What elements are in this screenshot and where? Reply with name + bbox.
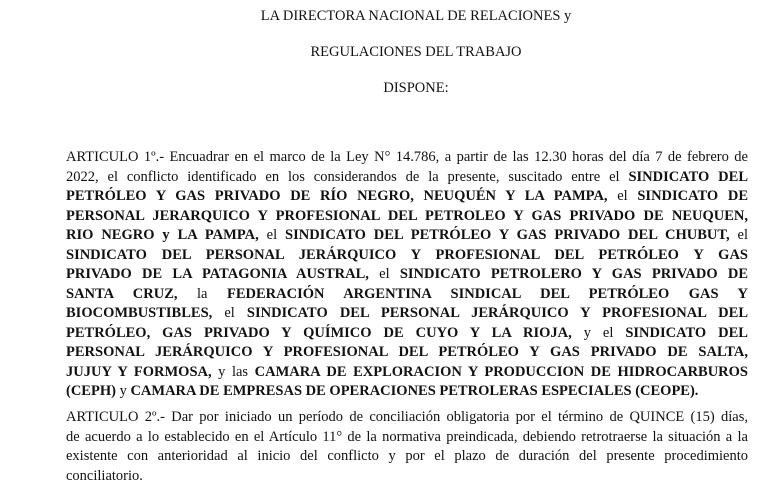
text: el [368, 266, 400, 282]
line-text [66, 187, 748, 207]
line-text [66, 207, 748, 227]
line-text [66, 265, 748, 285]
article-1 [66, 148, 748, 402]
paragraph-line [66, 428, 748, 448]
text: y [115, 383, 131, 399]
line-text [66, 428, 748, 448]
line-text [66, 285, 748, 305]
heading-text: LA DIRECTORA NACIONAL DE RELACIONES y [260, 8, 572, 24]
bold-text: PETRÓLEO, GAS PRIVADO Y QUÍMICO DE CUYO Y LA RIOJA, [66, 324, 572, 341]
heading-text: REGULACIONES DEL TRABAJO [310, 44, 522, 60]
line-text [66, 246, 748, 266]
paragraph-line [66, 324, 748, 344]
article-2 [66, 408, 748, 486]
paragraph-line [66, 187, 748, 207]
bold-text: (CEPH) [66, 383, 116, 399]
paragraph-line [66, 363, 748, 383]
bold-text: JUJUY Y FORMOSA, [66, 363, 212, 380]
paragraph-line [66, 226, 748, 246]
line-text [66, 304, 748, 324]
line-text [66, 447, 748, 467]
heading-line-1 [0, 8, 768, 25]
paragraph-line [66, 246, 748, 266]
bold-text: CAMARA DE EXPLORACION Y PRODUCCION DE HIDROCARBUROS [254, 363, 748, 380]
text: el [607, 188, 638, 204]
line-text [66, 363, 748, 383]
bold-text: BIOCOMBUSTIBLES, [66, 305, 213, 321]
bold-text: SANTA CRUZ, [66, 285, 178, 302]
bold-text: RIO NEGRO y LA PAMPA, [66, 227, 259, 243]
text: ARTICULO 2º.- Dar por iniciado un período de conciliación obligatoria por el término de QUINCE (15) días, [66, 409, 748, 425]
paragraph-line [66, 285, 748, 305]
paragraph-line [66, 168, 748, 188]
bold-text: CAMARA DE EMPRESAS DE OPERACIONES PETROLERAS ESPECIALES (CEOPE). [130, 383, 699, 399]
bold-text: SINDICATO DE [637, 188, 749, 204]
text: la [177, 285, 227, 302]
text: ARTICULO 1º.- Encuadrar en el marco de la Ley N° 14.786, a partir de las 12.30 horas del día 7 de febrero de [66, 149, 748, 165]
text: 2022, el conflicto identificado en los considerandos de la presente, suscitado entre el [66, 168, 629, 185]
text: y las [211, 363, 255, 380]
text: de acuerdo a lo establecido en el Artículo 11° de la normativa preindicada, debiendo retrotraerse la situación a la [66, 428, 748, 445]
text: el [258, 227, 286, 243]
text: existente con anterioridad al inicio del conflicto y por el plazo de duración del presente procedimiento [66, 448, 748, 464]
heading-line-2 [0, 44, 768, 61]
bold-text: SINDICATO DEL [625, 324, 748, 341]
paragraph-line [66, 207, 748, 227]
bold-text: PETRÓLEO Y GAS PRIVADO DE RÍO NEGRO, NEUQUÉN Y LA PAMPA, [66, 188, 608, 204]
line-text [66, 343, 748, 363]
bold-text: FEDERACIÓN ARGENTINA SINDICAL DEL PETRÓLEO GAS Y [227, 285, 749, 302]
line-text [66, 324, 748, 344]
paragraph-line [66, 343, 748, 363]
paragraph-line [66, 447, 748, 467]
bold-text: SINDICATO DEL PETRÓLEO Y GAS PRIVADO DEL CHUBUT, [285, 227, 730, 243]
bold-text: PERSONAL JERÁRQUICO Y PROFESIONAL DEL PETRÓLEO Y GAS PRIVADO DE SALTA, [66, 344, 748, 360]
bold-text: SINDICATO PETROLERO Y GAS PRIVADO DE [399, 266, 749, 282]
bold-text: SINDICATO DEL PERSONAL JERÁRQUICO Y PROFESIONAL DEL [246, 305, 748, 321]
line-text [66, 467, 143, 487]
text: el [212, 305, 247, 321]
paragraph-line [66, 382, 748, 402]
paragraph-line [66, 408, 748, 428]
paragraph-line [66, 148, 748, 168]
text: conciliatorio. [66, 467, 143, 484]
paragraph-line [66, 467, 748, 487]
heading-dispone [0, 80, 768, 97]
bold-text: PRIVADO DE LA PATAGONIA AUSTRAL, [66, 266, 369, 282]
bold-text: PERSONAL JERARQUICO Y PROFESIONAL DEL PETROLEO Y GAS PRIVADO DE NEUQUEN, [66, 207, 748, 224]
paragraph-line [66, 265, 748, 285]
paragraph-line [66, 304, 748, 324]
line-text [66, 226, 748, 246]
bold-text: SINDICATO DEL PERSONAL JERÁRQUICO Y PROFESIONAL DEL PETRÓLEO Y GAS [66, 246, 748, 263]
line-text [66, 168, 748, 188]
text: el [729, 227, 748, 243]
bold-text: SINDICATO DEL [628, 168, 748, 185]
text: y el [571, 324, 626, 341]
line-text [66, 148, 748, 168]
heading-text: DISPONE: [383, 80, 449, 96]
line-text [66, 382, 698, 402]
line-text [66, 408, 748, 428]
